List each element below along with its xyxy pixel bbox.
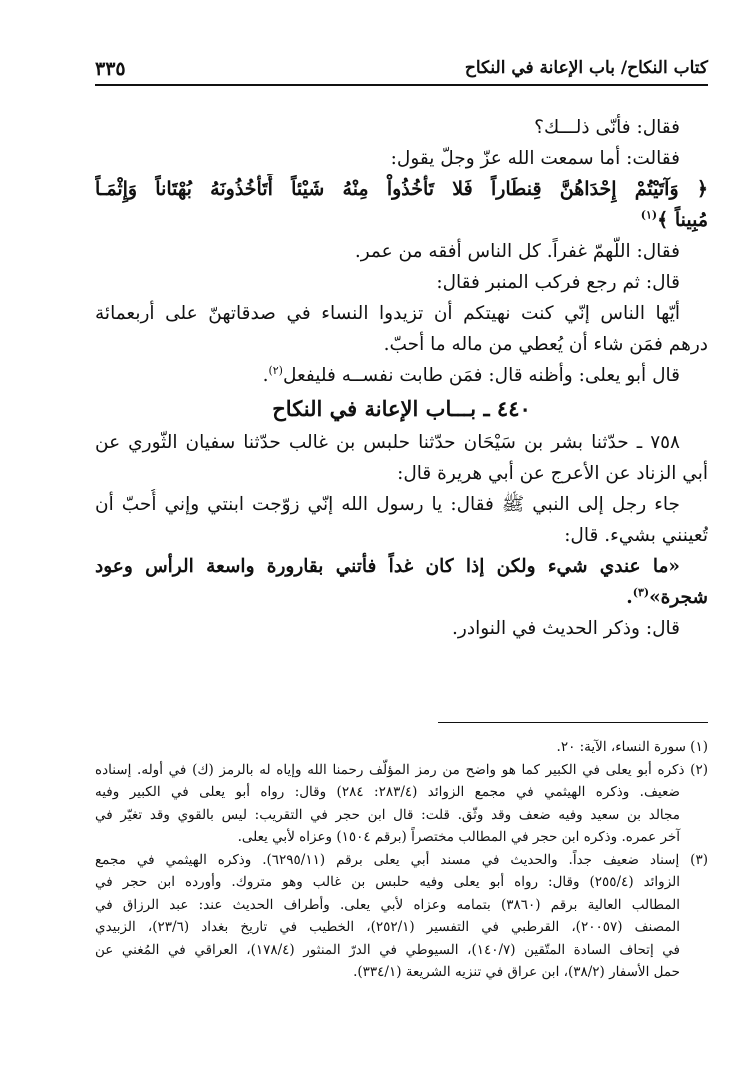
- quran-verse-end: مُبِيناً ﴾: [657, 209, 708, 231]
- footnote-ref: (١): [640, 208, 658, 222]
- hadith-isnad-line: ٧٥٨ ـ حدّثنا بشر بن سَيْحَان حدّثنا حلبس بن غالب حدّثنا سفيان الثّوري عن: [95, 432, 680, 453]
- footnote-3-line: الزوائد (٢٥٥/٤) وقال: رواه أبو يعلى وفيه حلبس بن غالب وهو متروك. وأورده ابن حجر في: [95, 874, 681, 890]
- header-title: كتاب النكاح/ باب الإعانة في النكاح: [464, 58, 708, 78]
- text-line: أيّها الناس إنّي كنت نهيتكم أن تزيدوا النساء في صدقاتهنّ على أربعمائة: [95, 303, 680, 324]
- text-line: قال: ثم رجع فركب المنبر فقال:: [436, 272, 680, 293]
- footnote-2-line: مجالد بن سعيد وفيه ضعف وقد وثّق. قلت: قال ابن حجر في التقريب: ليس بالقوي وقد تغيّر في: [95, 806, 680, 823]
- footnote-3-line: في إتحاف السادة المتّقين (١٤٠/٧)، السيوطي في الدرّ المنثور (١٧٨/٤)، العراقي في المُغني عن: [95, 941, 680, 958]
- period: .: [626, 587, 633, 608]
- footnote-2-line: ضعيف. وذكره الهيثمي في مجمع الزوائد (٢٨٣/٤: ٢٨٤) وقال: رواه أبو يعلى في الكبير وفيه: [95, 784, 681, 800]
- footnote-3-line: المصنف (٢٠٠٥٧)، القرطبي في التفسير (٢٥٢/١)، الخطيب في تاريخ بغداد (٢٣/٦)، الزبيدي: [95, 919, 681, 935]
- footnote-2-line: آخر عمره. وذكره ابن حجر في المطالب مختصراً (برقم ١٥٠٤) وعزاه لأبي يعلى.: [237, 829, 680, 845]
- footnote-3: (٣) إسناد ضعيف جداً. والحديث في مسند أبي يعلى برقم (٦٢٩٥/١١). وذكره الهيثمي في مجمع: [95, 851, 708, 868]
- footnotes: [95, 736, 708, 984]
- footnote-ref: (٣): [632, 585, 650, 599]
- hadith-matn-line: [95, 582, 708, 613]
- text-line: فقال: اللّهمّ غفراً. كل الناس أفقه من عمر.: [354, 241, 680, 262]
- footnote-3-line: المطالب العالية برقم (٣٨٦٠) بتمامه وعزاه لأبي يعلى. وأطراف الحديث عند: عبد الرزاق في: [95, 896, 680, 913]
- footnote-1: (١) سورة النساء، الآية: ٢٠.: [556, 739, 708, 755]
- text-span: قال أبو يعلى: وأظنه قال: فمَن طابت نفســه فليفعل: [282, 365, 680, 386]
- running-header: [95, 58, 708, 86]
- text-line: فقال: فأنّى ذلـــك؟: [534, 117, 680, 138]
- chapter-heading: ٤٤٠ ـ بـــاب الإعانة في النكاح: [272, 396, 531, 421]
- footnote-divider: [438, 722, 708, 723]
- hadith-matn-line: «ما عندي شيء ولكن إذا كان غداً فأتني بقارورة واسعة الرأس وعود: [95, 556, 680, 577]
- page-number: ٣٣٥: [95, 58, 126, 80]
- text-span: شجرة»: [649, 587, 708, 608]
- quran-verse-line: [95, 205, 708, 236]
- footnote-2: (٢) ذكره أبو يعلى في الكبير كما هو واضح من رمز المؤلّف رحمنا الله وإياه له بالرمز (ك) في أوله. إسناده: [95, 761, 708, 778]
- hadith-isnad-line: أبي الزناد عن الأعرج عن أبي هريرة قال:: [397, 463, 708, 484]
- text-line: درهم فمَن شاء أن يُعطي من ماله ما أحبّ.: [383, 334, 708, 355]
- footnote-ref: (٢): [268, 363, 283, 377]
- period: .: [262, 365, 269, 386]
- text-line: فقالت: أما سمعت الله عزّ وجلّ يقول:: [390, 148, 680, 169]
- text-line: قال: وذكر الحديث في النوادر.: [452, 618, 680, 639]
- main-text: [95, 112, 708, 644]
- text-line: جاء رجل إلى النبي ﷺ فقال: يا رسول الله إنّي زوّجت ابنتي وإني أُحبّ أن: [95, 494, 680, 515]
- text-line: تُعينني بشيء. قال:: [564, 525, 708, 546]
- quran-verse-line: ﴿ وَآتَيْتُمْ إِحْدَاهُنَّ قِنطَاراً فَلا تَأْخُذُواْ مِنْهُ شَيْئاً أَتَأْخُذُونَهُ بُهْتَاناً وَإِثْمَـاً: [95, 178, 708, 200]
- footnote-3-line: حمل الأسفار (٣٨/٢)، ابن عراق في تنزيه الشريعة (٣٣٤/١).: [353, 964, 680, 980]
- text-line: [95, 360, 708, 391]
